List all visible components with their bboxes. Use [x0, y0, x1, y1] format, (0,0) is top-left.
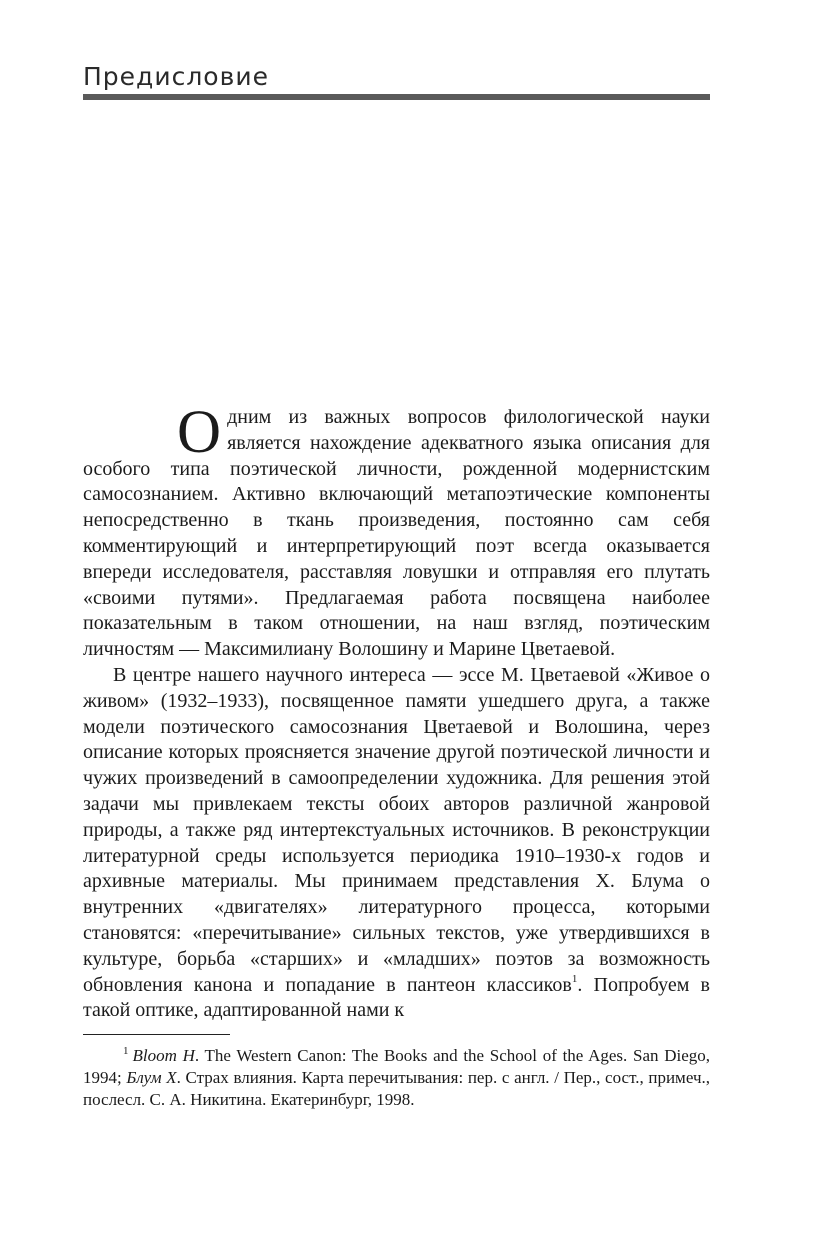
paragraph-2-text: В центре нашего научного интереса — эссе М. Цветаевой «Живое о живом» (1932–1933), посвященное памяти ушедшего друга, а также модели поэтического самосознания Цветаевой и Волошина, через описание которых проясняется значение другой поэтической личности и чужих произведений в самоопределении художника. Для решения этой задачи мы привлекаем тексты обоих авторов различной жанровой природы, а также ряд интертекстуальных источников. В реконструкции литературной среды используется периодика 1910–1930-х годов и архивные материалы. Мы принимаем представления Х. Блума о внутренних «двигателях» литературного процесса, которыми становятся: «перечитывание» сильных текстов, уже утвердившихся в культуре, борьба «старших» и «младших» поэтов за возможность обновления канона и попадание в пантеон классиков	[83, 663, 710, 996]
footnote-text-2: . Страх влияния. Карта перечитывания: пер. с англ. / Пер., сост., примеч., послесл. С. А. Никитина. Екатеринбург, 1998.	[83, 1068, 710, 1109]
footnote-reference: 1	[571, 972, 578, 985]
footnote	[83, 1045, 710, 1111]
paragraph-1: Одним из важных вопросов филологической науки является нахождение адекватного языка описания для особого типа поэтической личности, рожденной модернистским самосознанием. Активно включающий метапоэтические компоненты непосредственно в ткань произведения, постоянно сам себя комментирующий и интерпретирующий поэт всегда оказывается впереди исследователя, расставляя ловушки и отправляя его плутать «своими путями». Предлагаемая работа посвящена наиболее показательным в таком отношении, на наш взгляд, поэтическим личностям — Максимилиану Волошину и Марине Цветаевой.	[83, 399, 710, 661]
footnote-author-2: Блум Х	[126, 1068, 177, 1087]
footnote-author-1: Bloom H	[132, 1046, 195, 1065]
footnote-number: 1	[123, 1045, 129, 1057]
paragraph-2	[83, 663, 710, 1024]
footnote-text-1: . The Western Canon: The Books and the School of the Ages. San Diego, 1994;	[83, 1046, 710, 1087]
footnote-separator	[83, 1034, 230, 1035]
main-text	[83, 399, 710, 1024]
paragraph-2-tail: . Попробуем в такой оптике, адаптированной нами к	[83, 973, 710, 1022]
title-rule	[83, 94, 710, 100]
page-title: Предисловие	[83, 62, 269, 91]
